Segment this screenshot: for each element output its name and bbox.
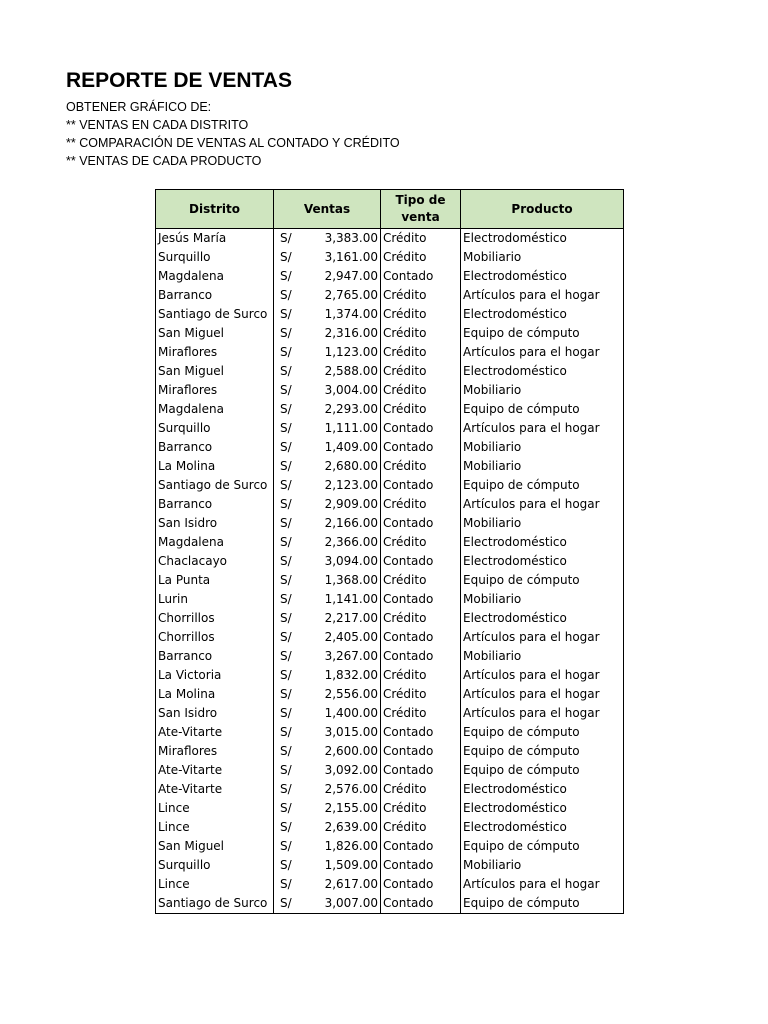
cell-tipo-venta: Contado [381,419,461,438]
currency-symbol: S/ [280,326,292,340]
cell-distrito: La Molina [156,685,274,704]
sales-amount: 1,509.00 [324,858,378,872]
sales-amount: 2,405.00 [324,630,378,644]
instruction-item: ** VENTAS EN CADA DISTRITO [66,118,249,132]
sales-amount: 2,680.00 [324,459,378,473]
cell-ventas [274,761,381,780]
sales-amount: 2,155.00 [324,801,378,815]
cell-distrito: Miraflores [156,742,274,761]
column-header-ventas: Ventas [274,190,381,229]
currency-symbol: S/ [280,554,292,568]
cell-distrito: La Victoria [156,666,274,685]
currency-symbol: S/ [280,307,292,321]
table-row [156,267,624,286]
cell-ventas [274,742,381,761]
cell-distrito: Lurin [156,590,274,609]
cell-tipo-venta: Contado [381,267,461,286]
cell-ventas [274,571,381,590]
table-row [156,647,624,666]
cell-tipo-venta: Crédito [381,362,461,381]
cell-producto: Electrodoméstico [461,229,624,249]
cell-producto: Mobiliario [461,514,624,533]
cell-distrito: Santiago de Surco [156,476,274,495]
cell-distrito: La Punta [156,571,274,590]
cell-tipo-venta: Crédito [381,533,461,552]
cell-distrito: Chorrillos [156,628,274,647]
cell-distrito: Barranco [156,438,274,457]
cell-distrito: San Isidro [156,514,274,533]
currency-symbol: S/ [280,668,292,682]
report-header [66,66,400,170]
cell-producto: Mobiliario [461,248,624,267]
cell-producto: Equipo de cómputo [461,894,624,914]
currency-symbol: S/ [280,782,292,796]
table-row [156,704,624,723]
column-header-producto: Producto [461,190,624,229]
table-row [156,894,624,914]
currency-symbol: S/ [280,839,292,853]
currency-symbol: S/ [280,402,292,416]
sales-amount: 2,217.00 [324,611,378,625]
sales-amount: 3,383.00 [324,231,378,245]
table-row [156,799,624,818]
cell-ventas [274,324,381,343]
table-row [156,229,624,249]
sales-amount: 3,094.00 [324,554,378,568]
sales-amount: 2,947.00 [324,269,378,283]
cell-distrito: Ate-Vitarte [156,780,274,799]
cell-ventas [274,495,381,514]
cell-tipo-venta: Crédito [381,818,461,837]
cell-ventas [274,229,381,249]
cell-tipo-venta: Crédito [381,495,461,514]
cell-producto: Electrodoméstico [461,609,624,628]
table-row [156,590,624,609]
currency-symbol: S/ [280,421,292,435]
currency-symbol: S/ [280,611,292,625]
currency-symbol: S/ [280,364,292,378]
table-row [156,248,624,267]
cell-ventas [274,248,381,267]
sales-amount: 3,161.00 [324,250,378,264]
cell-tipo-venta: Crédito [381,229,461,249]
cell-producto: Artículos para el hogar [461,666,624,685]
cell-distrito: Barranco [156,286,274,305]
sales-amount: 2,166.00 [324,516,378,530]
table-row [156,381,624,400]
cell-producto: Mobiliario [461,590,624,609]
sales-table [155,189,624,914]
currency-symbol: S/ [280,687,292,701]
cell-tipo-venta: Crédito [381,286,461,305]
cell-distrito: Barranco [156,647,274,666]
currency-symbol: S/ [280,459,292,473]
sales-amount: 3,015.00 [324,725,378,739]
cell-distrito: Ate-Vitarte [156,723,274,742]
table-header [156,190,624,229]
currency-symbol: S/ [280,801,292,815]
table-row [156,818,624,837]
sales-amount: 3,092.00 [324,763,378,777]
cell-tipo-venta: Contado [381,723,461,742]
cell-ventas [274,628,381,647]
cell-distrito: Magdalena [156,533,274,552]
cell-ventas [274,362,381,381]
sales-amount: 1,826.00 [324,839,378,853]
sales-amount: 1,400.00 [324,706,378,720]
table-row [156,761,624,780]
sales-amount: 3,004.00 [324,383,378,397]
cell-tipo-venta: Crédito [381,571,461,590]
currency-symbol: S/ [280,345,292,359]
cell-ventas [274,666,381,685]
cell-tipo-venta: Crédito [381,609,461,628]
cell-tipo-venta: Contado [381,875,461,894]
cell-producto: Artículos para el hogar [461,419,624,438]
currency-symbol: S/ [280,573,292,587]
cell-tipo-venta: Crédito [381,324,461,343]
cell-producto: Electrodoméstico [461,267,624,286]
cell-producto: Artículos para el hogar [461,704,624,723]
currency-symbol: S/ [280,383,292,397]
cell-ventas [274,647,381,666]
cell-ventas [274,381,381,400]
cell-tipo-venta: Contado [381,742,461,761]
currency-symbol: S/ [280,706,292,720]
cell-distrito: San Miguel [156,362,274,381]
sales-amount: 1,832.00 [324,668,378,682]
cell-tipo-venta: Contado [381,647,461,666]
table-row [156,343,624,362]
cell-ventas [274,704,381,723]
cell-producto: Artículos para el hogar [461,286,624,305]
cell-distrito: Santiago de Surco [156,305,274,324]
cell-distrito: Miraflores [156,343,274,362]
sales-amount: 1,141.00 [324,592,378,606]
instruction-item: ** COMPARACIÓN DE VENTAS AL CONTADO Y CRÉDITO [66,136,400,150]
table-row [156,742,624,761]
cell-ventas [274,818,381,837]
sales-amount: 3,007.00 [324,896,378,910]
cell-producto: Electrodoméstico [461,533,624,552]
cell-ventas [274,457,381,476]
sales-amount: 2,123.00 [324,478,378,492]
cell-ventas [274,438,381,457]
currency-symbol: S/ [280,896,292,910]
sales-amount: 2,556.00 [324,687,378,701]
sales-amount: 2,316.00 [324,326,378,340]
cell-distrito: Surquillo [156,248,274,267]
table-row [156,875,624,894]
cell-distrito: Magdalena [156,400,274,419]
sales-amount: 2,576.00 [324,782,378,796]
table-row [156,533,624,552]
cell-producto: Equipo de cómputo [461,761,624,780]
sales-amount: 2,588.00 [324,364,378,378]
table-row [156,780,624,799]
currency-symbol: S/ [280,649,292,663]
cell-producto: Electrodoméstico [461,305,624,324]
table-row [156,856,624,875]
cell-ventas [274,400,381,419]
cell-tipo-venta: Crédito [381,666,461,685]
sales-amount: 1,409.00 [324,440,378,454]
cell-producto: Equipo de cómputo [461,723,624,742]
sales-amount: 2,366.00 [324,535,378,549]
table-row [156,552,624,571]
table-row [156,514,624,533]
currency-symbol: S/ [280,725,292,739]
cell-tipo-venta: Crédito [381,685,461,704]
cell-tipo-venta: Crédito [381,457,461,476]
table-row [156,476,624,495]
cell-producto: Electrodoméstico [461,818,624,837]
cell-ventas [274,799,381,818]
currency-symbol: S/ [280,269,292,283]
table-row [156,457,624,476]
table-row [156,571,624,590]
currency-symbol: S/ [280,820,292,834]
cell-distrito: San Isidro [156,704,274,723]
cell-tipo-venta: Contado [381,476,461,495]
currency-symbol: S/ [280,440,292,454]
table-row [156,666,624,685]
cell-distrito: Ate-Vitarte [156,761,274,780]
currency-symbol: S/ [280,592,292,606]
cell-ventas [274,343,381,362]
currency-symbol: S/ [280,497,292,511]
sales-amount: 1,123.00 [324,345,378,359]
table-body [156,229,624,914]
cell-producto: Mobiliario [461,438,624,457]
table-row [156,438,624,457]
sales-amount: 2,765.00 [324,288,378,302]
column-header-distrito: Distrito [156,190,274,229]
cell-producto: Equipo de cómputo [461,742,624,761]
cell-ventas [274,723,381,742]
cell-tipo-venta: Crédito [381,343,461,362]
sales-amount: 2,600.00 [324,744,378,758]
currency-symbol: S/ [280,877,292,891]
cell-ventas [274,685,381,704]
cell-distrito: Jesús María [156,229,274,249]
sales-amount: 3,267.00 [324,649,378,663]
cell-ventas [274,476,381,495]
cell-distrito: Miraflores [156,381,274,400]
header-row [156,190,624,229]
cell-producto: Mobiliario [461,457,624,476]
cell-distrito: Lince [156,875,274,894]
cell-distrito: Magdalena [156,267,274,286]
currency-symbol: S/ [280,630,292,644]
instruction-heading: OBTENER GRÁFICO DE: [66,100,212,114]
cell-tipo-venta: Crédito [381,799,461,818]
cell-tipo-venta: Contado [381,590,461,609]
cell-producto: Artículos para el hogar [461,875,624,894]
cell-ventas [274,552,381,571]
cell-distrito: Chorrillos [156,609,274,628]
table-row [156,837,624,856]
cell-tipo-venta: Contado [381,438,461,457]
currency-symbol: S/ [280,763,292,777]
sales-amount: 2,617.00 [324,877,378,891]
table-row [156,286,624,305]
table-row [156,628,624,647]
currency-symbol: S/ [280,516,292,530]
cell-tipo-venta: Crédito [381,381,461,400]
cell-distrito: Santiago de Surco [156,894,274,914]
cell-ventas [274,267,381,286]
cell-tipo-venta: Contado [381,514,461,533]
cell-producto: Artículos para el hogar [461,628,624,647]
table-row [156,723,624,742]
cell-producto: Artículos para el hogar [461,343,624,362]
currency-symbol: S/ [280,288,292,302]
cell-tipo-venta: Contado [381,837,461,856]
cell-ventas [274,894,381,914]
cell-tipo-venta: Crédito [381,704,461,723]
column-header-tipo-venta: Tipo de venta [381,190,461,229]
cell-distrito: Barranco [156,495,274,514]
table-row [156,495,624,514]
cell-producto: Artículos para el hogar [461,685,624,704]
cell-distrito: Chaclacayo [156,552,274,571]
cell-producto: Artículos para el hogar [461,495,624,514]
currency-symbol: S/ [280,231,292,245]
cell-producto: Electrodoméstico [461,362,624,381]
cell-distrito: Lince [156,818,274,837]
sales-amount: 2,293.00 [324,402,378,416]
sales-amount: 1,111.00 [324,421,378,435]
cell-distrito: San Miguel [156,837,274,856]
currency-symbol: S/ [280,858,292,872]
cell-tipo-venta: Crédito [381,400,461,419]
cell-tipo-venta: Crédito [381,305,461,324]
cell-distrito: San Miguel [156,324,274,343]
cell-tipo-venta: Contado [381,552,461,571]
cell-tipo-venta: Contado [381,761,461,780]
currency-symbol: S/ [280,478,292,492]
table-row [156,324,624,343]
cell-producto: Mobiliario [461,381,624,400]
instruction-item: ** VENTAS DE CADA PRODUCTO [66,154,262,168]
table-row [156,685,624,704]
cell-ventas [274,305,381,324]
currency-symbol: S/ [280,535,292,549]
cell-producto: Electrodoméstico [461,799,624,818]
cell-ventas [274,856,381,875]
cell-producto: Equipo de cómputo [461,571,624,590]
currency-symbol: S/ [280,744,292,758]
cell-producto: Mobiliario [461,647,624,666]
cell-ventas [274,780,381,799]
cell-producto: Mobiliario [461,856,624,875]
cell-ventas [274,590,381,609]
cell-ventas [274,609,381,628]
cell-ventas [274,419,381,438]
cell-tipo-venta: Crédito [381,248,461,267]
cell-distrito: Surquillo [156,419,274,438]
cell-ventas [274,514,381,533]
cell-tipo-venta: Contado [381,894,461,914]
sales-amount: 2,909.00 [324,497,378,511]
currency-symbol: S/ [280,250,292,264]
table-row [156,400,624,419]
cell-distrito: La Molina [156,457,274,476]
cell-producto: Equipo de cómputo [461,400,624,419]
table-row [156,362,624,381]
cell-ventas [274,875,381,894]
cell-ventas [274,837,381,856]
cell-producto: Electrodoméstico [461,552,624,571]
cell-tipo-venta: Contado [381,856,461,875]
cell-ventas [274,286,381,305]
report-title: REPORTE DE VENTAS [66,69,292,92]
sales-amount: 1,374.00 [324,307,378,321]
cell-producto: Equipo de cómputo [461,324,624,343]
sales-amount: 2,639.00 [324,820,378,834]
table-row [156,609,624,628]
cell-producto: Equipo de cómputo [461,837,624,856]
cell-tipo-venta: Crédito [381,780,461,799]
cell-tipo-venta: Contado [381,628,461,647]
cell-producto: Equipo de cómputo [461,476,624,495]
table-row [156,419,624,438]
cell-ventas [274,533,381,552]
table-row [156,305,624,324]
cell-distrito: Lince [156,799,274,818]
sales-amount: 1,368.00 [324,573,378,587]
cell-producto: Electrodoméstico [461,780,624,799]
cell-distrito: Surquillo [156,856,274,875]
